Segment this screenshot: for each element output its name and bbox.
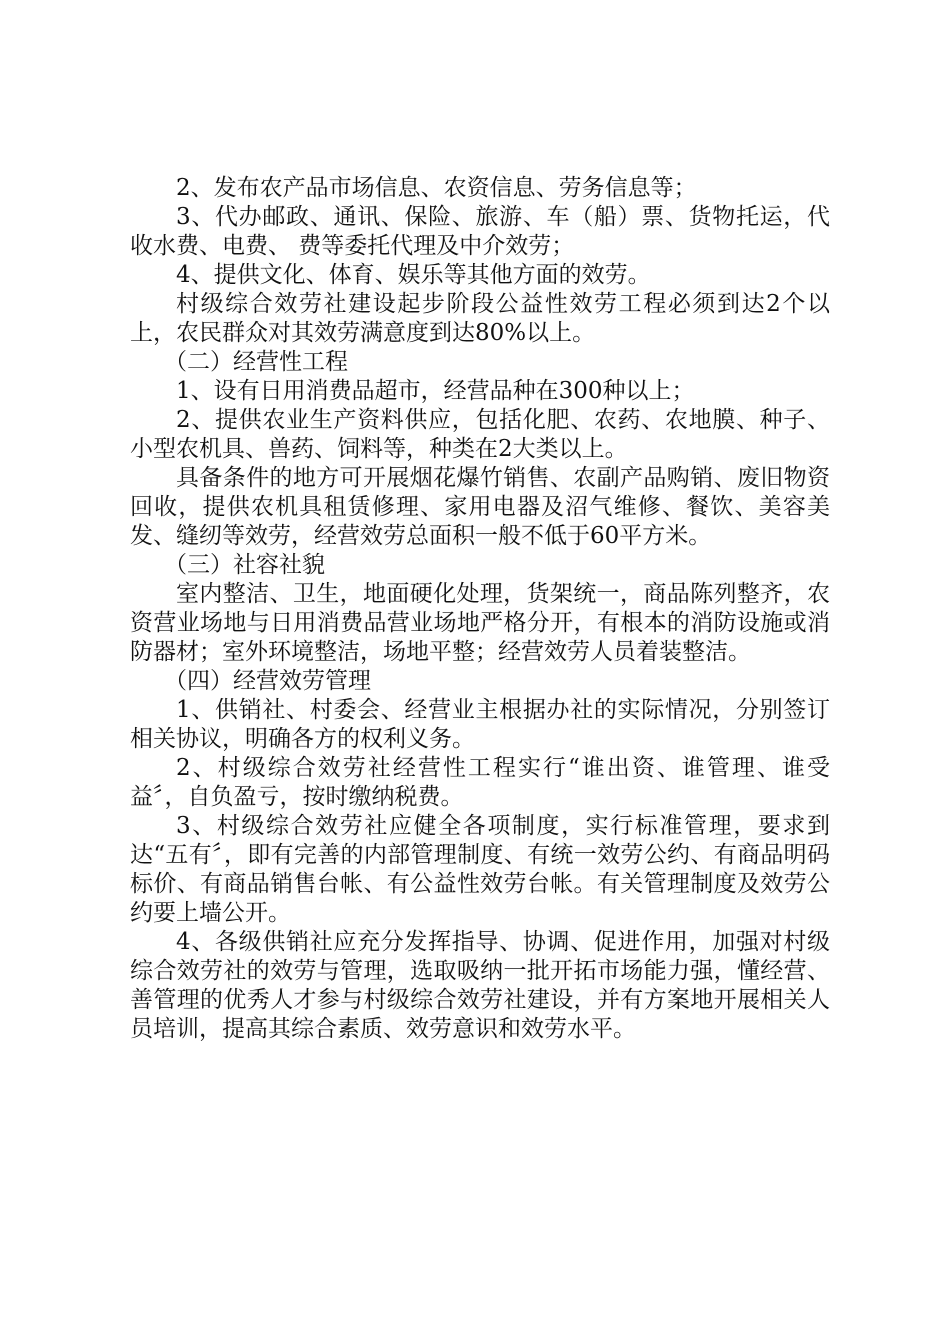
paragraph-appearance: 室内整洁、卫生，地面硬化处理，货架统一，商品陈列整齐，农资营业场地与日用消费品营业场地严格分开，有根本的消防设施或消防器材；室外环境整洁，场地平整；经营效劳人员着装整洁。 xyxy=(130,581,830,665)
paragraph-business-item-2: 2、提供农业生产资料供应，包括化肥、农药、农地膜、种子、小型农机具、兽药、饲料等，种类在2大类以上。 xyxy=(130,407,830,462)
section-heading-management: （四）经营效劳管理 xyxy=(164,668,371,694)
section-heading-business-projects: （二）经营性工程 xyxy=(164,349,348,375)
document-body xyxy=(130,174,830,1044)
paragraph-public-service-requirement: 村级综合效劳社建设起步阶段公益性效劳工程必须到达2个以上，农民群众对其效劳满意度到达80%以上。 xyxy=(130,291,830,346)
paragraph-item-3: 3、代办邮政、通讯、保险、旅游、车（船）票、货物托运，代收水费、电费、 费等委托代理及中介效劳； xyxy=(130,204,830,259)
paragraph-item-4: 4、提供文化、体育、娱乐等其他方面的效劳。 xyxy=(176,262,651,288)
section-heading-appearance: （三）社容社貌 xyxy=(164,552,325,578)
paragraph-item-2: 2、发布农产品市场信息、农资信息、劳务信息等； xyxy=(176,175,697,201)
paragraph-management-item-1: 1、供销社、村委会、经营业主根据办社的实际情况，分别签订相关协议，明确各方的权利义务。 xyxy=(130,697,830,752)
paragraph-optional-services: 具备条件的地方可开展烟花爆竹销售、农副产品购销、废旧物资回收，提供农机具租赁修理、家用电器及沼气维修、餐饮、美容美发、缝纫等效劳，经营效劳总面积一般不低于60平方米。 xyxy=(130,465,830,549)
paragraph-management-item-2: 2、村级综合效劳社经营性工程实行“谁出资、谁管理、谁受益〞，自负盈亏，按时缴纳税费。 xyxy=(130,755,830,810)
paragraph-management-item-3: 3、村级综合效劳社应健全各项制度，实行标准管理，要求到达“五有〞，即有完善的内部管理制度、有统一效劳公约、有商品明码标价、有商品销售台帐、有公益性效劳台帐。有关管理制度及效劳公约要上墙公开。 xyxy=(130,813,830,926)
paragraph-management-item-4: 4、各级供销社应充分发挥指导、协调、促进作用，加强对村级综合效劳社的效劳与管理，选取吸纳一批开拓市场能力强，懂经营、善管理的优秀人才参与村级综合效劳社建设，并有方案地开展相关人员培训，提高其综合素质、效劳意识和效劳水平。 xyxy=(130,929,830,1042)
paragraph-business-item-1: 1、设有日用消费品超市，经营品种在300种以上； xyxy=(176,378,695,404)
